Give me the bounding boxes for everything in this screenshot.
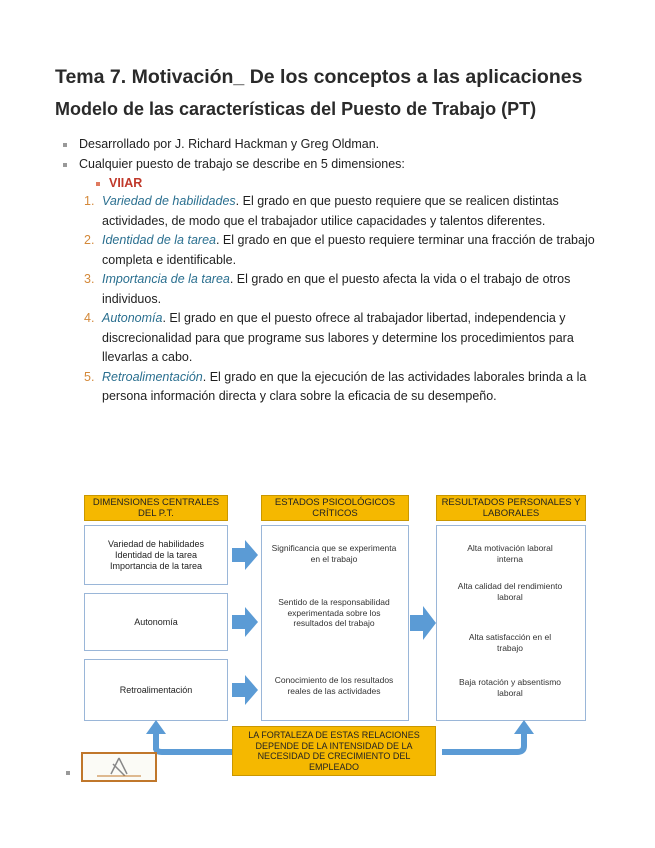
arrow-right-icon [232, 675, 258, 705]
dimension-desc: . El grado en que el puesto requiere terminar una fracción de trabajo completa e identificable. [102, 233, 595, 267]
sub-list [79, 174, 615, 192]
job-characteristics-diagram [80, 492, 588, 776]
moderator-note: LA FORTALEZA DE ESTAS RELACIONES DEPENDE DE LA INTENSIDAD DE LA NECESIDAD DE CRECIMIENTO DEL EMPLEADO [232, 726, 436, 776]
list-item-text: Cualquier puesto de trabajo se describe en 5 dimensiones: [79, 157, 405, 171]
bullet-list [55, 134, 615, 192]
dimension-desc: . El grado en que puesto requiere que se realicen distintas actividades, de modo que el trabajador utilice capacidades y talentos diferentes. [102, 194, 559, 228]
list-bullet [66, 771, 70, 775]
state-knowledge: Conocimiento de los resultados reales de las actividades [274, 675, 394, 696]
dimension-desc: . El grado en que el puesto afecta la vida o el trabajo de otros individuos. [102, 272, 571, 306]
acronym-item: VIIAR [109, 174, 615, 192]
cell-text: Variedad de habilidades [108, 538, 204, 549]
dimension-cell-skills [84, 525, 228, 585]
dimension-term: Importancia de la tarea [102, 272, 230, 286]
dimension-number: 2. [84, 233, 95, 247]
outcome-turnover: Baja rotación y absentismo laboral [458, 677, 562, 698]
arrow-right-icon [410, 606, 436, 640]
dimension-item [84, 231, 615, 270]
dimension-item [84, 309, 615, 368]
list-item: Desarrollado por J. Richard Hackman y Greg Oldman. [79, 134, 615, 154]
outcome-quality: Alta calidad del rendimiento laboral [457, 581, 563, 602]
arrow-right-icon [232, 540, 258, 570]
dimensions-list [55, 192, 615, 407]
document-body [55, 66, 615, 407]
state-responsibility: Sentido de la responsabilidad experimentada sobre los resultados del trabajo [278, 597, 390, 628]
page-title: Tema 7. Motivación_ De los conceptos a las aplicaciones [55, 66, 583, 88]
dimension-desc: . El grado en que la ejecución de las actividades laborales brinda a la persona información directa y clara sobre la eficacia de su desempeño. [102, 369, 587, 403]
dimension-cell-autonomy: Autonomía [84, 593, 228, 651]
dimension-term: Identidad de la tarea [102, 233, 216, 247]
image-placeholder-icon [83, 754, 155, 780]
dimension-desc: . El grado en que el puesto ofrece al trabajador libertad, independencia y discrecionalidad para que programe sus labores y determine los procedimientos para llevarlas a cabo. [102, 311, 574, 364]
dimension-item [84, 368, 615, 407]
outcome-motivation: Alta motivación laboral interna [467, 543, 553, 564]
cell-text: Importancia de la tarea [109, 560, 203, 571]
header-core-dimensions: DIMENSIONES CENTRALES DEL P.T. [84, 495, 228, 521]
dimension-term: Autonomía [102, 311, 163, 325]
section-heading: Modelo de las características del Puesto de Trabajo (PT) [55, 99, 537, 119]
list-item [79, 154, 615, 192]
image-thumbnail [81, 752, 157, 782]
header-outcomes: RESULTADOS PERSONALES Y LABORALES [436, 495, 586, 521]
dimension-term: Variedad de habilidades [102, 194, 236, 208]
outcome-satisfaction: Alta satisfacción en el trabajo [468, 632, 552, 653]
dimension-item [84, 192, 615, 231]
dimension-item [84, 270, 615, 309]
dimension-term: Retroalimentación [102, 369, 203, 384]
dimension-number: 3. [84, 272, 95, 286]
dimension-cell-feedback: Retroalimentación [84, 659, 228, 721]
state-meaningfulness: Significancia que se experimenta en el trabajo [271, 543, 397, 564]
dimension-number: 4. [84, 311, 95, 325]
header-psychological-states: ESTADOS PSICOLÓGICOS CRÍTICOS [261, 495, 409, 521]
cell-text: Identidad de la tarea [114, 549, 198, 560]
arrow-right-icon [232, 607, 258, 637]
dimension-number: 5. [84, 369, 95, 384]
dimension-number: 1. [84, 194, 95, 208]
